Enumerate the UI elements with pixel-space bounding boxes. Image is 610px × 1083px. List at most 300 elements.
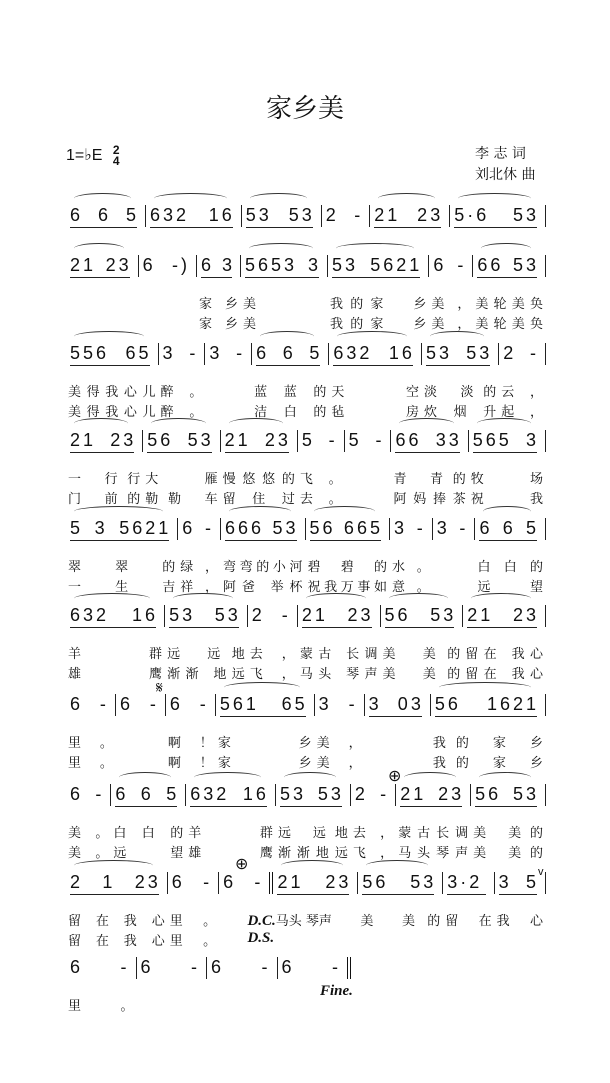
lyric-verse-2 [66,488,140,507]
lyric-verse-2 [221,576,302,595]
beam-underline [499,894,537,895]
lyric-text: 醉。 [160,405,203,420]
lyric-verse-1 [66,556,175,575]
lyric-verse-1 [252,381,326,400]
lyric-verse-2 [328,313,426,332]
measure [298,430,345,507]
measure-notes: 3 - [436,518,469,538]
measure-notes: 6 - [169,694,209,714]
lyric-verse-2 [381,663,461,682]
lyric-text: 飞， [352,846,394,861]
lyric-verse-1 [329,381,419,400]
lyric-verse-2 [66,752,113,771]
measure-notes: 2 - [354,784,390,804]
lyric-verse-2 [351,842,393,861]
slur-arc [74,193,131,204]
lyric-verse-2 [306,576,387,595]
slur-arc [404,772,456,783]
measure [66,343,159,420]
lyric-verse-2 [248,663,295,682]
lyric-verse-2 [315,752,362,771]
lyric-verse-2 [221,488,295,507]
beam-underline [225,452,289,453]
beam-underline [302,627,372,628]
lyric-verse-1 [166,732,213,751]
lyric-verse-1 [178,556,218,575]
lyric-text: 美， [431,317,471,332]
measure [351,784,396,861]
slur-arc [154,193,227,204]
lyric-text: 飞。 [299,472,342,487]
measure-notes: 53 53 [245,205,315,225]
measure-notes: 21 23 [301,605,374,625]
score-row [66,255,546,332]
beam-underline [70,452,134,453]
measure [221,430,298,507]
lyric-verse-1 [276,822,348,841]
measure [443,872,494,929]
lyric-text: 青 青的 [393,472,466,487]
lyric-verse-1 [66,732,113,751]
beam-underline [473,452,537,453]
measure [469,430,546,507]
measure-notes: 3 - [393,518,426,538]
measure-notes: 6 6 5 [479,518,539,538]
song-title: 家乡美 [265,94,344,124]
slur-arc [74,593,150,604]
measure-notes: 53 53 [425,343,493,363]
lyric-text: 马头琴声 [398,846,469,861]
beam-underline [467,627,537,628]
lyric-text: 里。 [68,736,113,751]
measure [66,605,165,682]
beam-underline [225,540,296,541]
measure [306,518,390,595]
measure-notes: 53 53 [169,605,241,625]
measure-notes: 21 23 [467,605,539,625]
score-row [66,430,546,507]
lyric-text: 门 前的 [68,492,141,507]
measure-notes: 632 16 [190,784,269,804]
lyric-text: 美轮美奂 [475,317,543,332]
measure [322,205,370,227]
lyric-verse-1 [159,381,203,400]
lyric-text: 起， [501,405,544,420]
slur-arc [74,243,124,254]
lyric-text: 远望 [113,846,184,861]
lyric-verse-2 [298,663,378,682]
lyric-text: 啊！ [167,756,213,771]
lyric-text: 啊！ [167,736,213,751]
lyric-verse-2 [396,842,468,861]
measure-notes: 2 1 23 [70,872,161,892]
slur-arc [458,193,531,204]
measure [358,872,443,929]
measure [165,605,248,682]
score-row [66,872,546,949]
lyric-verse-1 [315,732,362,751]
lyric-verse-1 [168,910,216,929]
measure [276,784,351,861]
measure [422,343,499,420]
lyric-verse-1 [499,381,543,400]
lyric-text: 留住过 [222,492,295,507]
beam-underline [245,277,319,278]
lyric-text: 翠 翠 的 [68,560,176,575]
measure [66,205,146,227]
measure [66,430,143,507]
beam-underline [70,894,159,895]
lyric-verse-1 [221,556,302,575]
measure [197,255,241,332]
measure-notes: 6 6 5 [256,343,323,363]
measure [473,255,546,332]
lyric-verse-2 [66,663,162,682]
measure-notes: 53 53 [279,784,344,804]
measure [315,694,365,771]
measure-notes: 3·2 [447,872,483,892]
measure [329,343,422,420]
measure-notes: 632 16 [333,343,415,363]
lyric-text: 美轮美奂 [475,297,543,312]
beam-underline [400,806,462,807]
lyric-text: 留在我心 [68,914,165,929]
lyric-text: 留在 我心 [465,647,543,662]
lyric-text: 羊 群 [188,826,273,841]
lyric-verse-1 [429,293,470,312]
lyric-text: 里。 [68,756,113,771]
lyric-text: 去， [352,826,394,841]
lyric-text: 里。 [169,914,217,929]
measure-notes: 666 53 [225,518,299,538]
beam-underline [115,806,177,807]
beam-underline [280,806,342,807]
measure [396,784,471,861]
measure-notes: 6 - [211,957,271,977]
measure-notes: 2 - [325,205,364,225]
lyric-verse-1 [390,556,430,575]
beam-underline [70,627,156,628]
lyric-verse-2 [329,401,419,420]
lyric-verse-1 [66,468,140,487]
beam-underline [479,540,537,541]
measure [166,694,216,771]
lyric-text: 渐渐地远 [277,846,348,861]
lyric-verse-1 [186,822,273,841]
measure-notes: 632 16 [150,205,235,225]
lyric-verse-1 [143,468,217,487]
lyricist-credit: 李 志 词 [475,146,526,162]
measure-notes: 21 23 [374,205,444,225]
lyric-verse-1 [391,468,465,487]
measure-notes: 56 53 [475,784,539,804]
lyric-verse-2 [471,842,543,861]
slur-arc [74,331,144,342]
measure [431,694,546,771]
measure [390,518,433,595]
lyric-verse-2 [166,752,213,771]
lyric-verse-2 [143,488,217,507]
beam-underline [150,227,233,228]
beam-underline [70,227,137,228]
measure [248,605,298,682]
measure [241,255,328,332]
lyric-text: 水。 [391,560,430,575]
measure [168,872,219,949]
beam-underline [70,277,130,278]
lyric-text: 远望 [477,580,543,595]
measure-notes: 56 665 [309,518,383,538]
lyric-verse-1 [396,822,468,841]
time-signature [113,145,120,167]
score-row [66,694,546,771]
lyric-verse-2 [66,576,175,595]
time-top: 2 [112,143,120,157]
lyric-text: 云， [501,385,544,400]
lyric-verse-2 [216,752,312,771]
measure-notes: 21 23 [224,430,291,450]
slur-arc [151,418,205,429]
lyric-text: 羊 群 [68,647,163,662]
measure-notes: 6 -) [142,255,190,275]
score-row [66,518,546,595]
slur-arc [74,418,128,429]
lyric-text: 留 在 [445,914,492,929]
slur-arc [479,772,531,783]
slur-arc [481,243,531,254]
beam-underline [70,540,169,541]
lyric-text: 远 远地 [277,826,348,841]
lyric-text: 白白的 [477,560,543,575]
lyric-verse-2 [473,313,543,332]
lyric-text: 里。 [169,934,217,949]
measure-notes: 6 6 5 [115,784,180,804]
slur-arc [378,193,435,204]
measure-notes: 5·6 53 [454,205,539,225]
lyric-verse-1 [66,995,134,1014]
measure [66,518,178,595]
lyric-text: 毡 房 [331,405,419,420]
measure [499,343,546,420]
measure [143,430,220,507]
measure-notes: 21 23 [277,872,352,892]
measure [298,605,381,682]
lyric-verse-1 [463,643,543,662]
slur-arc [366,860,428,871]
lyric-verse-1 [221,468,295,487]
lyric-text: 我的 家 乡 [432,736,544,751]
lyric-text: 洁白的 [254,405,327,420]
lyric-text: 雄 鹰 [188,846,273,861]
measure [66,957,137,1014]
lyric-verse-2 [66,930,165,949]
lyric-text: 祝我万事如 [307,580,387,595]
slur-arc [439,682,531,693]
measure-notes: 561 65 [219,694,308,714]
measure [221,518,305,595]
measure [242,205,322,227]
composer-credit: 刘北休 曲 [475,167,536,183]
lyric-verse-1 [473,293,543,312]
lyric-verse-2 [475,576,543,595]
slur-arc [119,772,171,783]
beam-underline [220,716,306,717]
measure-notes: 632 16 [70,605,159,625]
lyric-verse-1 [66,381,156,400]
measure-notes: 66 33 [395,430,462,450]
measure [381,605,464,682]
measure [66,784,111,861]
slur-arc [224,682,300,693]
lyric-text: 大 雁 [145,472,218,487]
score-row [66,205,546,227]
beam-underline [447,894,485,895]
lyric-text: 去， [249,647,295,662]
measure-notes: 53 5621 [332,255,423,275]
beam-underline [454,227,537,228]
lyric-text: 醉。 [160,385,203,400]
lyric-text: 家 乡 [199,297,238,312]
measure-notes: 6 - [171,872,213,892]
beam-underline [277,894,349,895]
measure [137,957,208,979]
slur-arc [74,860,153,871]
measure [216,694,315,771]
lyric-text: 美 [243,317,257,332]
beam-underline [246,227,313,228]
lyric-text: 蒙古长调 [398,826,469,841]
lyric-verse-2 [422,401,496,420]
lyric-text: 天 空 [331,385,419,400]
measure [475,518,546,595]
lyric-text: 美， [316,756,362,771]
lyric-verse-2 [197,313,238,332]
measure-notes: 6 - [223,872,264,892]
lyric-verse-1 [328,293,426,312]
lyric-verse-1 [306,556,387,575]
key-label: 1=♭E [66,147,103,165]
measure-notes: 2 - [251,605,291,625]
measure [66,694,116,771]
lyric-verse-1 [495,910,543,929]
lyric-text: 雄 鹰 [68,667,163,682]
lyric-text: 祥， [180,580,219,595]
measure-notes: 6 - [281,957,341,977]
lyric-text: 美得我心儿 [68,385,156,400]
lyric-text: 意。 [391,580,430,595]
lyric-text: 美 美的 [473,846,543,861]
beam-underline [477,277,537,278]
lyric-text: 炊烟升 [423,405,497,420]
lyric-text: 马头 琴声 [299,667,378,682]
measure [247,872,358,946]
measure [391,430,468,507]
lyric-text: 留在我心 [68,934,165,949]
lyric-verse-1 [165,643,245,662]
measure-notes: 5 - [301,430,338,450]
measure [252,343,329,420]
slur-arc [314,506,375,517]
lyric-text: 家 乡 [199,317,238,332]
lyric-verse-1 [241,293,325,312]
lyric-text: 去。 [299,492,342,507]
score-row [66,605,546,682]
lyric-verse-1 [111,822,183,841]
beam-underline [310,540,381,541]
lyric-verse-2 [429,313,470,332]
measure [66,872,168,949]
lyric-verse-1 [475,556,543,575]
measure [111,784,186,861]
lyric-verse-1 [422,381,496,400]
beam-underline [362,894,434,895]
measure-notes: 6 6 5 [70,205,139,225]
lyric-text: 牧 场 [470,472,544,487]
measure-notes: 556 65 [70,343,152,363]
lyric-text: 家 乡 [217,756,312,771]
lyric-text: 美 [243,297,257,312]
slur-arc [483,506,531,517]
score-row [66,343,546,420]
slur-arc [306,593,366,604]
measure [178,518,221,595]
beam-underline [332,277,420,278]
measure-notes: 6 - [182,518,215,538]
lyric-verse-1 [66,643,162,662]
lyric-text: 绿， [180,560,219,575]
slur-arc [399,418,453,429]
lyric-text: 白白的 [113,826,184,841]
lyric-verse-2 [245,930,355,947]
beam-underline [169,627,239,628]
beam-underline [426,365,490,366]
lyric-verse-2 [66,401,156,420]
lyric-text: 弯弯的小河 [223,560,303,575]
measure-notes: 565 3 [472,430,540,450]
measure-notes: 6 - [119,694,159,714]
lyric-text: 碧 碧 的 [307,560,387,575]
repeat-marking: D.S. [247,930,275,946]
measure [429,255,473,332]
slur-arc [229,506,290,517]
lyric-verse-2 [391,488,465,507]
lyric-text: 一生吉 [68,580,176,595]
measure-notes: 5653 3 [245,255,321,275]
lyric-text: 美 美的 [382,667,461,682]
measure-notes: 2 - [503,343,540,363]
lyric-verse-1 [66,910,165,929]
time-bottom: 4 [112,154,120,168]
lyric-text: 美。 [68,826,109,841]
lyric-text: 马头 琴声 [275,914,332,929]
beam-underline [201,277,232,278]
measure-notes: 21 23 [70,430,137,450]
measure-notes: 6 - [70,784,105,804]
slur-arc [249,243,313,254]
lyric-verse-2 [66,842,108,861]
measure-notes: 56 53 [362,872,437,892]
slur-arc [336,243,414,254]
measure-notes: 3 5 [498,872,539,892]
measure-notes: 6 3 [201,255,236,275]
lyric-text: 留在 我心 [465,667,543,682]
lyric-verse-1 [469,468,543,487]
measure-notes: 56 1621 [434,694,540,714]
beam-underline [190,806,267,807]
slur-arc [337,331,407,342]
measure-notes: 5 - [348,430,385,450]
lyric-text: 祝 我 [470,492,544,507]
